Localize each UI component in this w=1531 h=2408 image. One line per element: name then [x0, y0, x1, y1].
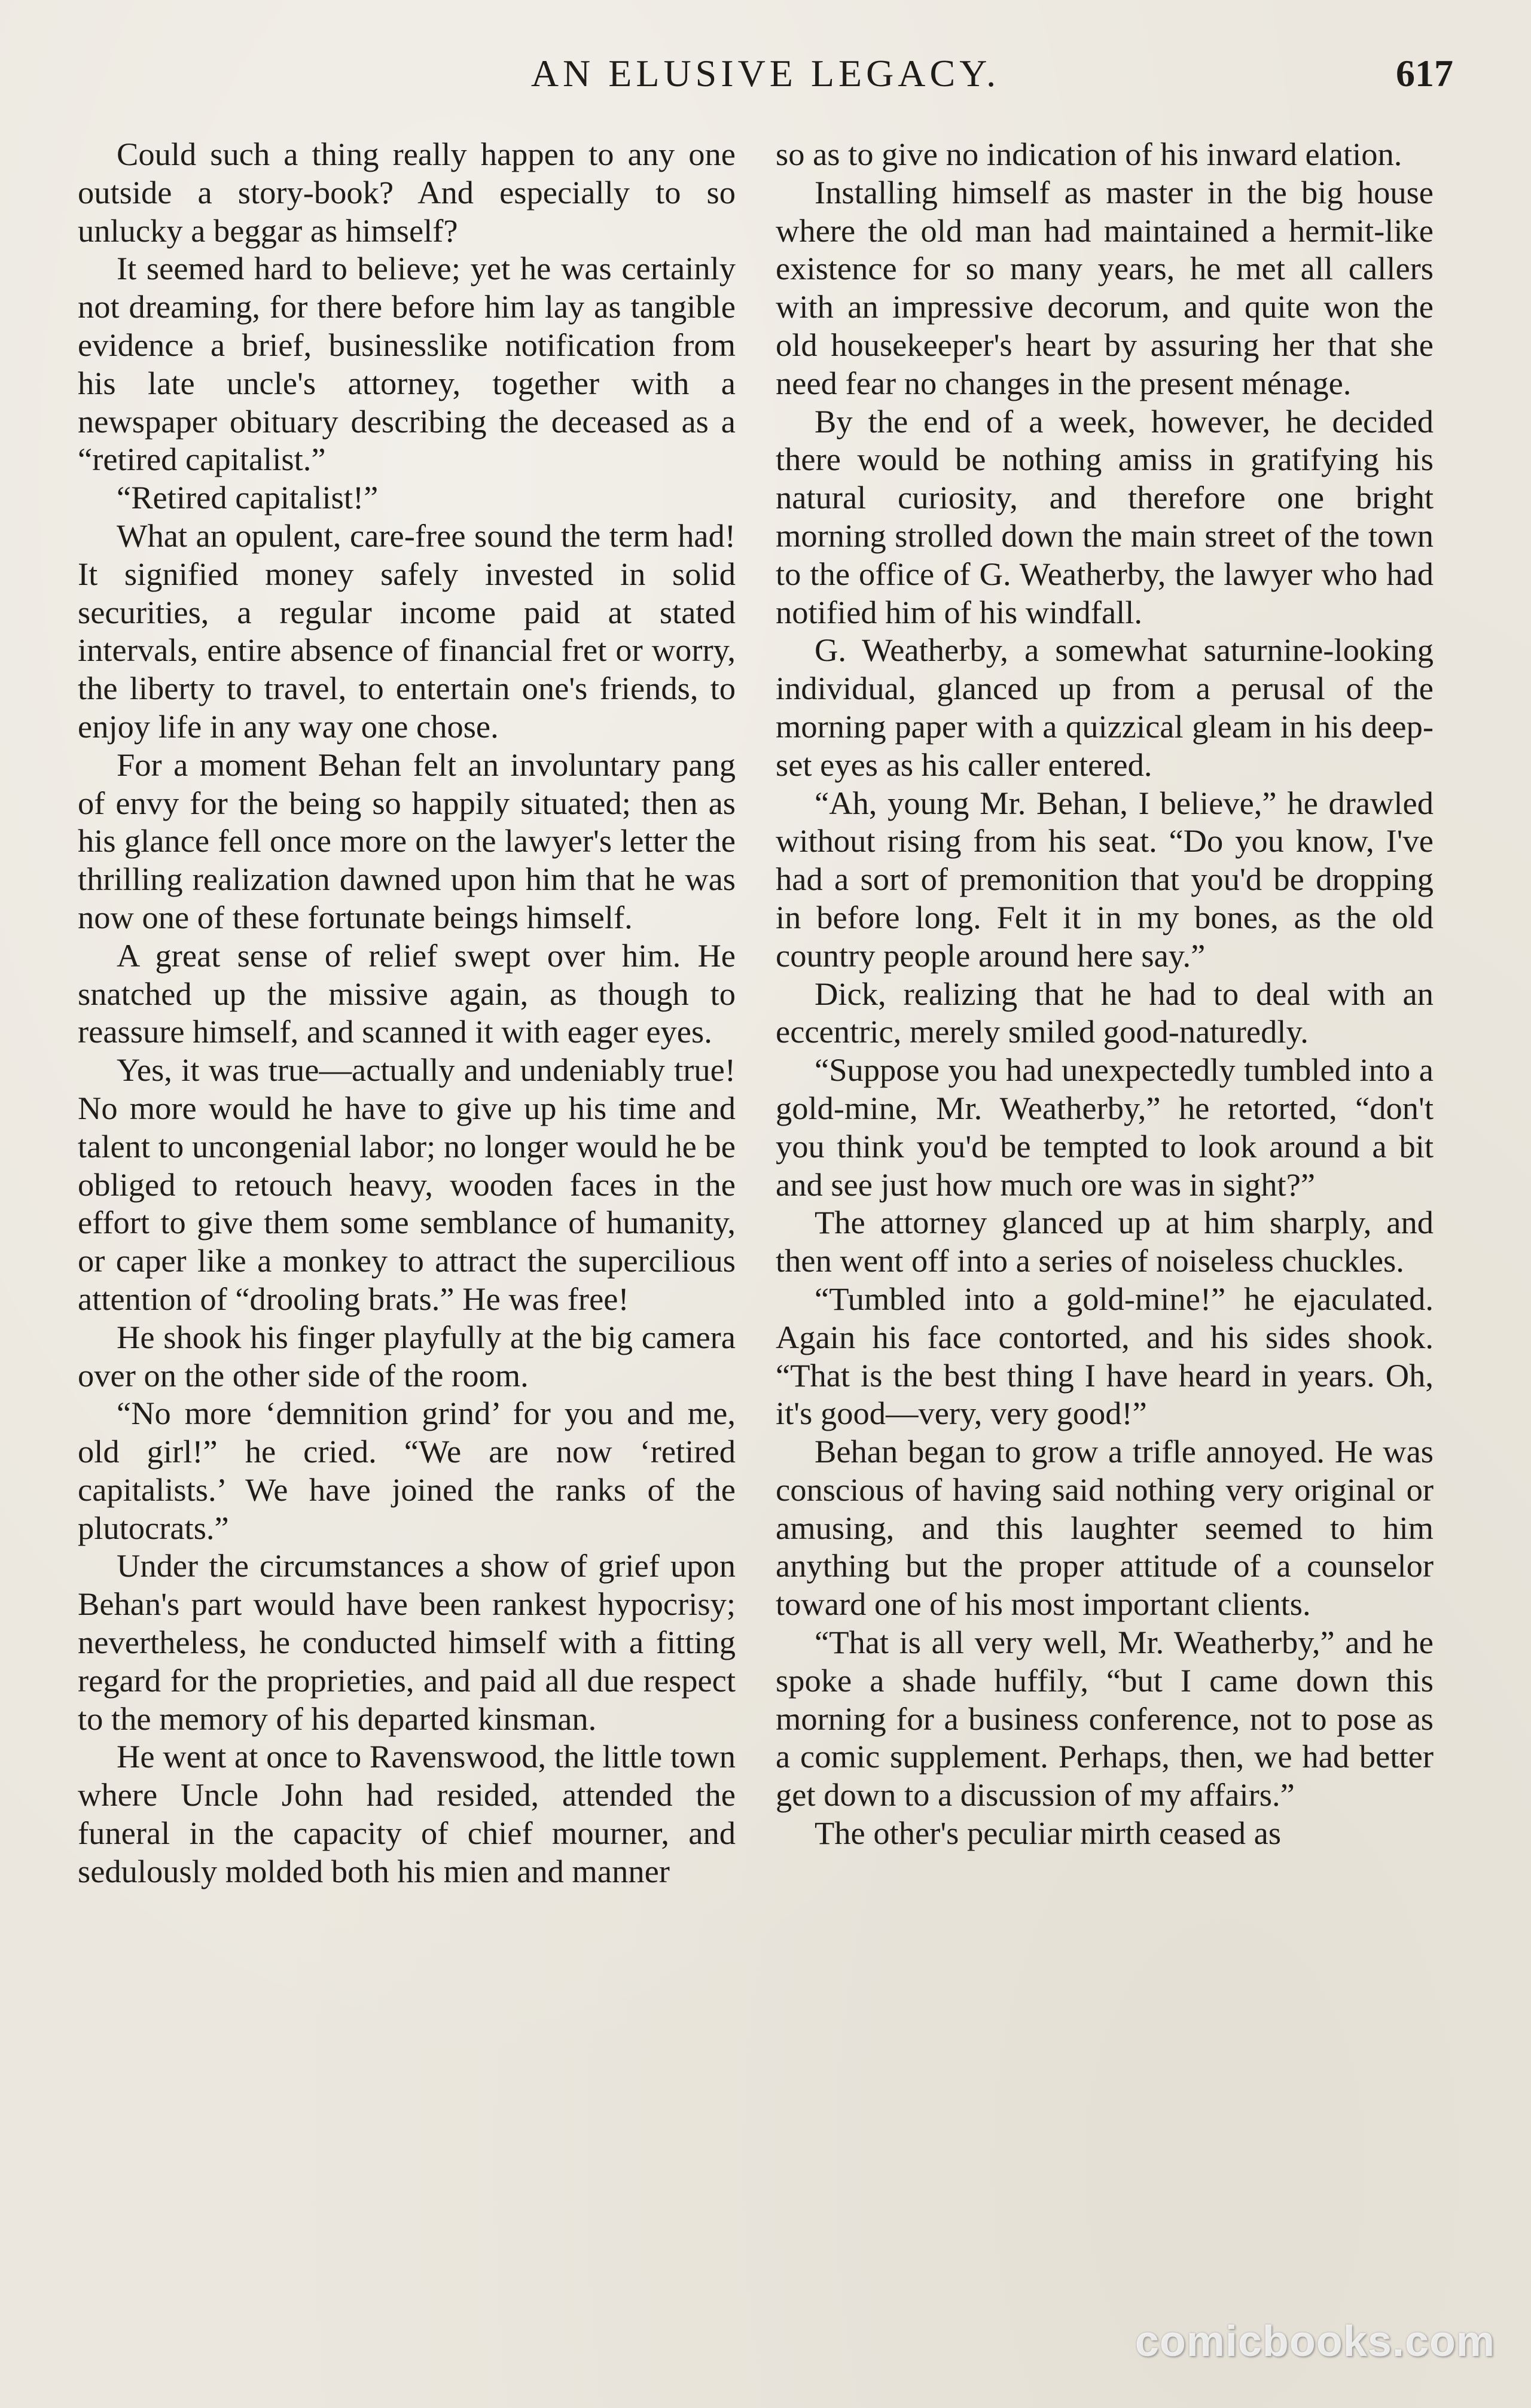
paragraph: A great sense of relief swept over him. He snatched up the missive again, as though to reassure himself, and scanned it with eager eyes.: [78, 937, 736, 1050]
paragraph: “No more ‘demnition grind’ for you and me, old girl!” he cried. “We are now ‘retired capitalists.’ We have joined the ranks of the plutocrats.”: [78, 1395, 736, 1546]
running-head: [78, 47, 1453, 100]
running-title: AN ELUSIVE LEGACY.: [530, 52, 1001, 95]
paragraph: “Suppose you had unexpectedly tumbled into a gold-mine, Mr. Weatherby,” he retorted, “don't you think you'd be tempted to look around a bit and see just how much ore was in sight?”: [776, 1051, 1434, 1203]
paragraph: Could such a thing really happen to any one outside a story-book? And especially to so unlucky a beggar as himself?: [78, 136, 736, 249]
left-column: [78, 135, 736, 1891]
paragraph: Dick, realizing that he had to deal with an eccentric, merely smiled good-naturedly.: [776, 975, 1434, 1050]
paragraph: For a moment Behan felt an involuntary pang of envy for the being so happily situated; then as his glance fell once more on the lawyer's letter the thrilling realization dawned upon him that he was now one of these fortunate beings himself.: [78, 746, 736, 935]
right-column: [776, 135, 1434, 1852]
paragraph: “Ah, young Mr. Behan, I believe,” he drawled without rising from his seat. “Do you know, I've had a sort of premonition that you'd be dropping in before long. Felt it in my bones, as the old country people around here say.”: [776, 784, 1434, 974]
paragraph: By the end of a week, however, he decided there would be nothing amiss in gratifying his natural curiosity, and therefore one bright morning strolled down the main street of the town to the office of G. Weatherby, the lawyer who had notified him of his windfall.: [776, 403, 1434, 630]
paragraph: Installing himself as master in the big house where the old man had maintained a hermit-like existence for so many years, he met all callers with an impressive decorum, and quite won the old housekeeper's heart by assuring her that she need fear no changes in the present ménage.: [776, 173, 1434, 401]
page-number: 617: [1396, 52, 1453, 95]
paragraph: Yes, it was true—actually and undeniably true! No more would he have to give up his time and talent to uncongenial labor; no longer would he be obliged to retouch heavy, wooden faces in the effort to give them some semblance of humanity, or caper like a monkey to attract the supercilious attention of “drooling brats.” He was free!: [78, 1051, 736, 1317]
paragraph: “That is all very well, Mr. Weatherby,” and he spoke a shade huffily, “but I came down this morning for a business conference, not to pose as a comic supplement. Perhaps, then, we had better get down to a discussion of my affairs.”: [776, 1624, 1434, 1813]
paragraph: “Tumbled into a gold-mine!” he ejaculated. Again his face contorted, and his sides shook. “That is the best thing I have heard in years. Oh, it's good—very, very good!”: [776, 1280, 1434, 1432]
paragraph: He went at once to Ravenswood, the little town where Uncle John had resided, attended the funeral in the capacity of chief mourner, and sedulously molded both his mien and manner: [78, 1738, 736, 1889]
paragraph: “Retired capitalist!”: [117, 479, 379, 516]
paragraph: The other's peculiar mirth ceased as: [815, 1815, 1282, 1852]
paragraph: Under the circumstances a show of grief upon Behan's part would have been rankest hypocrisy; nevertheless, he conducted himself with a fitting regard for the proprieties, and paid all due respect to the memory of his departed kinsman.: [78, 1547, 736, 1737]
paragraph: The attorney glanced up at him sharply, and then went off into a series of noiseless chuckles.: [776, 1204, 1434, 1279]
paragraph: G. Weatherby, a somewhat saturnine-looking individual, glanced up from a perusal of the morning paper with a quizzical gleam in his deep-set eyes as his caller entered.: [776, 632, 1434, 783]
paragraph-continued: so as to give no indication of his inward elation.: [776, 136, 1402, 172]
paragraph: He shook his finger playfully at the big camera over on the other side of the room.: [78, 1318, 736, 1394]
paragraph: What an opulent, care-free sound the term had! It signified money safely invested in solid securities, a regular income paid at stated intervals, entire absence of financial fret or worry, the liberty to travel, to entertain one's friends, to enjoy life in any way one chose.: [78, 517, 736, 745]
paragraph: It seemed hard to believe; yet he was certainly not dreaming, for there before him lay as tangible evidence a brief, businesslike notification from his late uncle's attorney, together with a newspaper obituary describing the deceased as a “retired capitalist.”: [78, 250, 736, 478]
watermark: comicbooks.com: [1134, 2318, 1495, 2366]
paragraph: Behan began to grow a trifle annoyed. He was conscious of having said nothing very original or amusing, and this laughter seemed to him anything but the proper attitude of a counselor toward one of his most important clients.: [776, 1433, 1434, 1623]
